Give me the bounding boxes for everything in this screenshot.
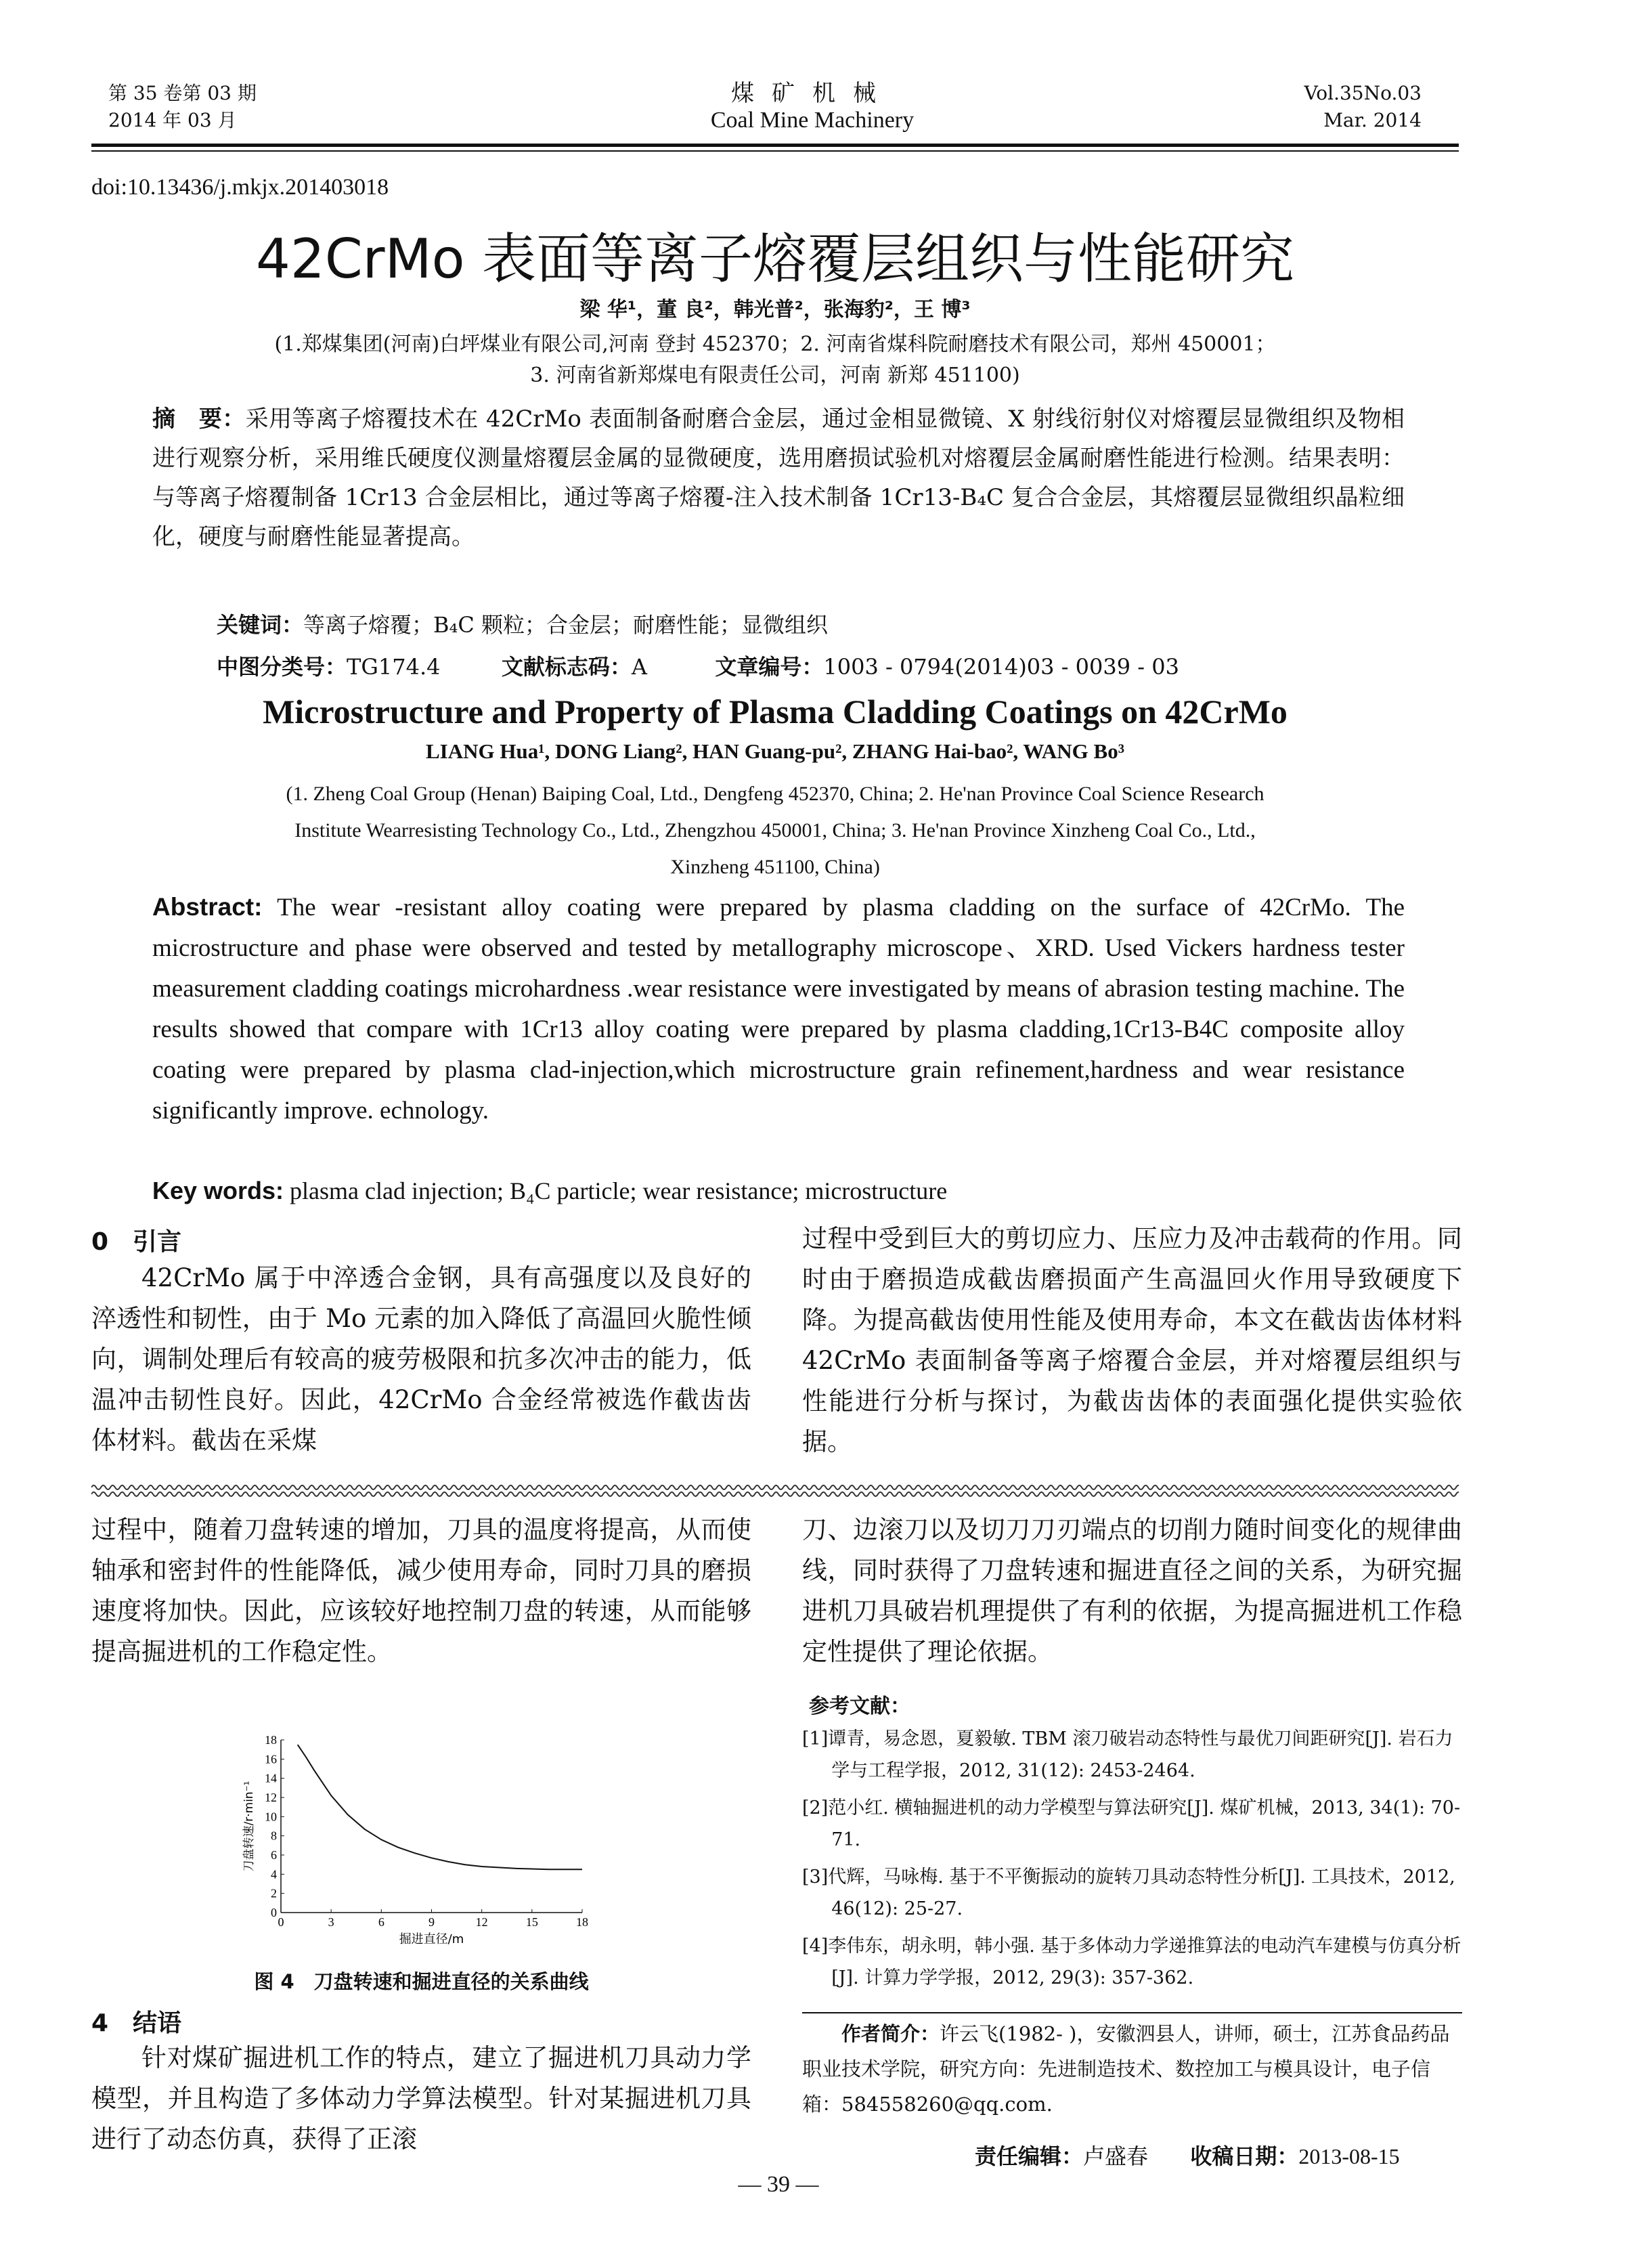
journal-name-en: Coal Mine Machinery <box>710 108 915 133</box>
x-tick-label: 18 <box>576 1915 588 1929</box>
section-4-title: 4 结语 <box>91 2009 182 2037</box>
article-no-value: 1003 - 0794(2014)03 - 0039 - 03 <box>823 654 1179 680</box>
references-list <box>802 1723 1466 1999</box>
title-en: Microstructure and Property of Plasma Cladding Coatings on 42CrMo <box>263 693 1288 730</box>
reference-item: [4]李伟东，胡永明，韩小强. 基于多体动力学递推算法的电动汽车建模与仿真分析[J]. 计算力学学报，2012, 29(3): 357-362. <box>802 1936 1461 1988</box>
doi: doi:10.13436/j.mkjx.201403018 <box>91 175 389 200</box>
doc-code-value: A <box>631 654 647 680</box>
figure-4-caption: 图 4 刀盘转速和掘进直径的关系曲线 <box>254 1970 589 1993</box>
x-tick-label: 6 <box>378 1915 384 1929</box>
prev-article-right-text: 刀、边滚刀以及切刀刀刃端点的切削力随时间变化的规律曲线，同时获得了刀盘转速和掘进直径之间的关系，为研究掘进机刀具破岩机理提供了有利的依据，为提高掘进机工作稳定性提供了理论依据。 <box>802 1515 1462 1666</box>
header-date-en: Mar. 2014 <box>1323 109 1422 131</box>
article-no-label: 文章编号： <box>715 654 824 680</box>
author-note-text: 许云飞(1982- )，安徽泗县人，讲师，硕士，江苏食品药品职业技术学院，研究方向：先进制造技术、数控加工与模具设计，电子信箱：584558260@qq.com. <box>802 2022 1450 2116</box>
abstract-en <box>152 887 1405 1131</box>
editor-label: 责任编辑： <box>975 2143 1084 2169</box>
section-0-left-text: 42CrMo 属于中淬透合金钢，具有高强度以及良好的淬透性和韧性，由于 Mo 元素的加入降低了高温回火脆性倾向，调制处理后有较高的疲劳极限和抗多次冲击的能力，低温冲击韧性良好。因此，42CrMo 合金经常被选作截齿齿体材料。截齿在采煤 <box>91 1263 751 1455</box>
y-tick-label: 8 <box>271 1829 277 1843</box>
affiliation-cn-line-2: 3. 河南省新郑煤电有限责任公司，河南 新郑 451100) <box>530 364 1020 387</box>
series-line <box>298 1745 582 1869</box>
y-tick-label: 18 <box>265 1733 277 1747</box>
received-value: 2013-08-15 <box>1298 2144 1400 2168</box>
keywords-en-label: Key words: <box>152 1177 284 1204</box>
y-tick-label: 14 <box>265 1771 277 1785</box>
x-origin-label: 0 <box>278 1915 284 1929</box>
reference-item: [1]谭青，易念恩，夏毅敏. TBM 滚刀破岩动态特性与最优刀间距研究[J]. 岩石力学与工程学报，2012, 31(12): 2453-2464. <box>802 1728 1453 1781</box>
editor-value: 卢盛春 <box>1083 2143 1149 2169</box>
affiliation-cn-line-1: (1.郑煤集团(河南)白坪煤业有限公司,河南 登封 452370；2. 河南省煤科院耐磨技术有限公司，郑州 450001； <box>274 332 1276 356</box>
abstract-cn <box>152 399 1405 557</box>
y-tick-label: 6 <box>271 1848 277 1862</box>
x-tick-label: 9 <box>428 1915 435 1929</box>
y-tick-label: 12 <box>265 1791 277 1804</box>
title-cn: 42CrMo 表面等离子熔覆层组织与性能研究 <box>256 227 1294 290</box>
x-axis-label: 掘进直径/m <box>399 1932 464 1946</box>
keywords-en <box>152 1177 1405 1205</box>
header-volume-en-block <box>1286 80 1422 134</box>
wavy-divider-2 <box>91 1489 1459 1499</box>
journal-name <box>542 74 1083 133</box>
y-tick-label: 0 <box>271 1906 277 1919</box>
y-tick-label: 4 <box>271 1867 277 1881</box>
affiliation-cn <box>91 329 1459 391</box>
authors-en: LIANG Hua¹, DONG Liang², HAN Guang-pu², ZHANG Hai-bao², WANG Bo³ <box>425 739 1125 763</box>
classification-line <box>217 650 1435 681</box>
y-tick-label: 10 <box>265 1810 277 1824</box>
affiliation-en-line-2: Institute Wearresisting Technology Co., Ltd., Zhengzhou 450001, China; 3. He'nan Province Xinzheng Coal Co., Ltd., <box>294 819 1256 842</box>
page-number: — 39 — <box>738 2172 819 2197</box>
affiliation-en-line-1: (1. Zheng Coal Group (Henan) Baiping Coal, Ltd., Dengfeng 452370, China; 2. He'nan Province Coal Science Research <box>286 783 1264 805</box>
keywords-cn <box>217 608 1367 639</box>
reference-item: [3]代辉，马咏梅. 基于不平衡振动的旋转刀具动态特性分析[J]. 工具技术，2012, 46(12): 25-27. <box>802 1867 1455 1919</box>
section-0-right-text: 过程中受到巨大的剪切应力、压应力及冲击载荷的作用。同时由于磨损造成截齿磨损面产生高温回火作用导致硬度下降。为提高截齿使用性能及使用寿命，本文在截齿齿体材料 42CrMo 表面制备等离子熔覆合金层，并对熔覆层组织与性能进行分析与探讨，为截齿齿体的表面强化提供实验依据。 <box>802 1224 1462 1456</box>
abstract-cn-text: 采用等离子熔覆技术在 42CrMo 表面制备耐磨合金层，通过金相显微镜、X 射线衍射仪对熔覆层显微组织及物相进行观察分析，采用维氏硬度仪测量熔覆层金属的显微硬度，选用磨损试验机对熔覆层金属耐磨性能进行检测。结果表明：与等离子熔覆制备 1Cr13 合金层相比，通过等离子熔覆-注入技术制备 1Cr13-B₄C 复合合金层，其熔覆层显微组织晶粒细化，硬度与耐磨性能显著提高。 <box>152 406 1405 550</box>
affiliation-en-line-3: Xinzheng 451100, China) <box>670 856 880 878</box>
class-value: TG174.4 <box>347 654 441 680</box>
header-volume-cn: 第 35 卷第 03 期 <box>108 82 257 104</box>
author-note-label: 作者简介： <box>841 2022 940 2045</box>
header-date-cn: 2014 年 03 月 <box>108 109 237 131</box>
journal-name-cn: 煤矿机械 <box>731 80 894 107</box>
x-tick-label: 3 <box>328 1915 334 1929</box>
header-rule-thin <box>91 150 1459 152</box>
author-note-rule <box>802 2012 1462 2013</box>
header-volume-en: Vol.35No.03 <box>1304 82 1422 104</box>
reference-item: [2]范小红. 横轴掘进机的动力学模型与算法研究[J]. 煤矿机械，2013, 34(1): 70-71. <box>802 1797 1461 1850</box>
doc-code-label: 文献标志码： <box>501 654 632 680</box>
section-4-text: 针对煤矿掘进机工作的特点，建立了掘进机刀具动力学模型，并且构造了多体动力学算法模型。针对某掘进机刀具进行了动态仿真，获得了正滚 <box>91 2043 751 2154</box>
x-tick-label: 12 <box>475 1915 488 1929</box>
keywords-cn-text: 等离子熔覆；B₄C 颗粒；合金层；耐磨性能；显微组织 <box>303 612 829 638</box>
figure-4-chart <box>230 1726 609 1957</box>
y-tick-label: 16 <box>265 1752 277 1766</box>
class-label: 中图分类号： <box>217 654 347 680</box>
author-note <box>802 2016 1462 2122</box>
keywords-cn-label: 关键词： <box>217 612 304 638</box>
references-title: 参考文献： <box>809 1695 910 1718</box>
authors-cn: 梁 华¹，董 良²，韩光普²，张海豹²，王 博³ <box>579 298 971 322</box>
keywords-en-text: plasma clad injection; B₄C particle; wear resistance; microstructure <box>284 1177 948 1204</box>
section-0-title: 0 引言 <box>91 1228 182 1256</box>
affiliation-en <box>91 776 1459 886</box>
y-axis-label: 刀盘转速/r·min⁻¹ <box>242 1781 256 1872</box>
editor-line <box>975 2139 1400 2171</box>
header-rule-thick <box>91 144 1459 147</box>
prev-article-left-text: 过程中，随着刀盘转速的增加，刀具的温度将提高，从而使轴承和密封件的性能降低，减少使用寿命，同时刀具的磨损速度将加快。因此，应该较好地控制刀盘的转速，从而能够提高掘进机的工作稳定性。 <box>91 1515 751 1666</box>
received-label: 收稿日期： <box>1190 2143 1299 2169</box>
abstract-en-label: Abstract: <box>152 893 263 921</box>
y-tick-label: 2 <box>271 1886 277 1900</box>
x-tick-label: 15 <box>525 1915 538 1929</box>
header-volume <box>108 80 257 134</box>
abstract-cn-label: 摘 要： <box>152 406 246 433</box>
abstract-en-text: The wear -resistant alloy coating were prepared by plasma cladding on the surface of 42CrMo. The microstructure and phase were observed and tested by metallography microscope、XRD. Used Vickers hardness tester measurement cladding coatings microhardness .wear resistance were investigated by means of abrasion testing machine. The results showed that compare with 1Cr13 alloy coating were prepared by plasma cladding,1Cr13-B4C composite alloy coating were prepared by plasma clad-injection,which microstructure grain refinement,hardness and wear resistance significantly improve. echnology. <box>152 894 1405 1125</box>
